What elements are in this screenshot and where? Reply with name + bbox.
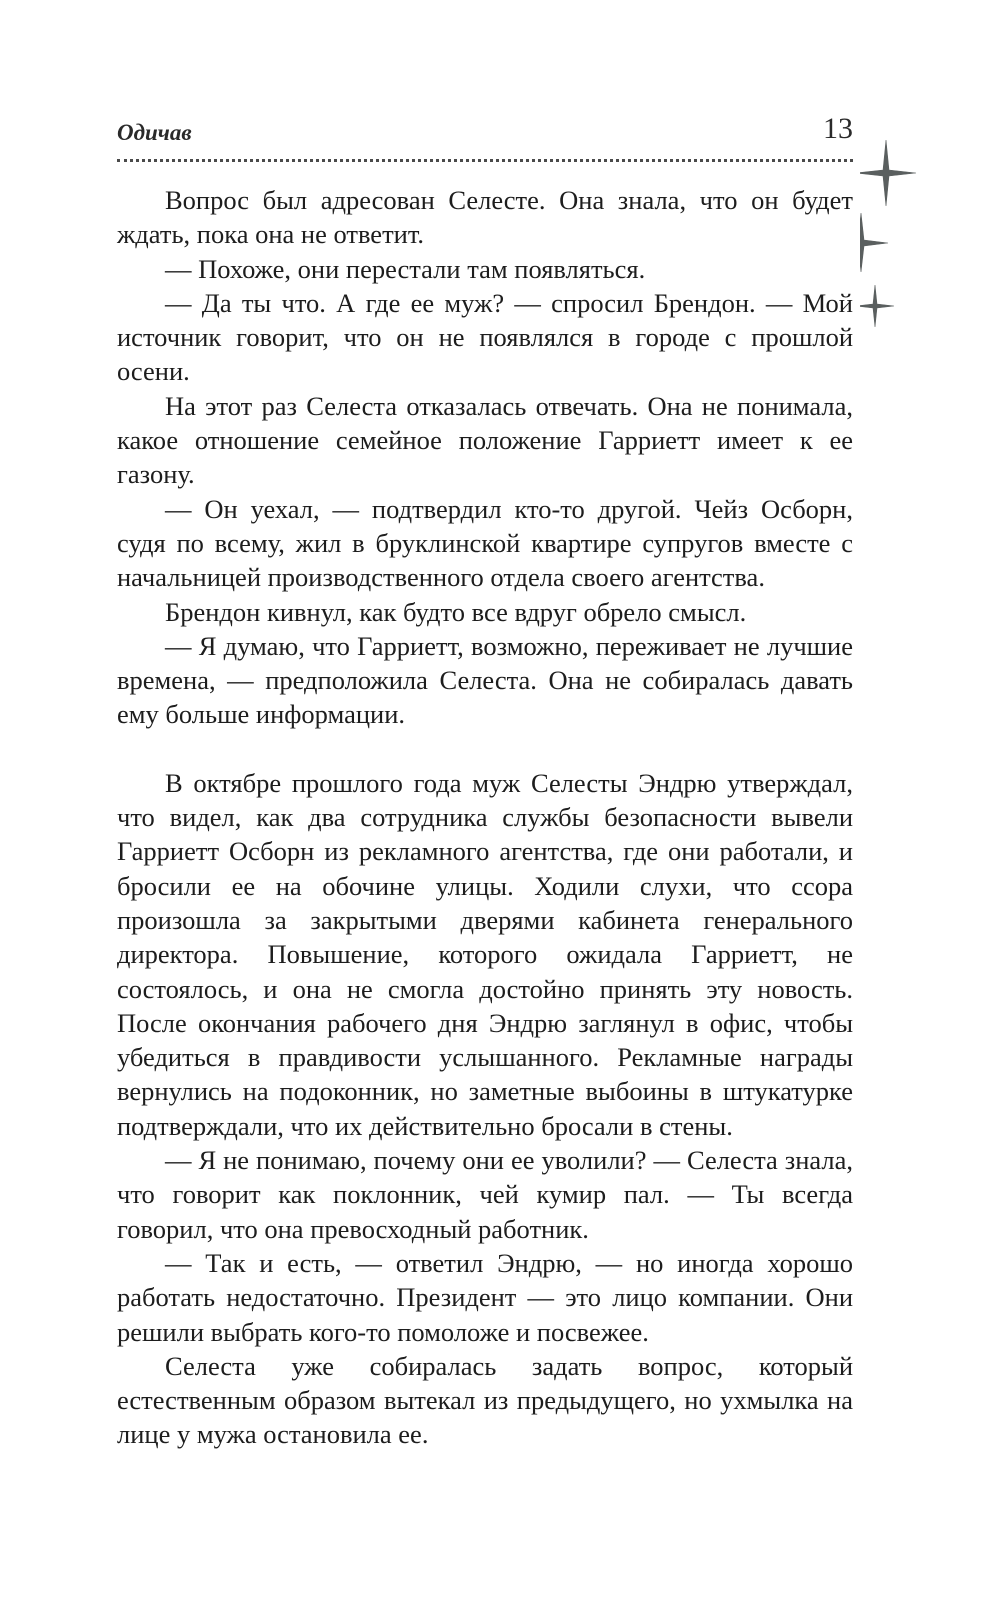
paragraph: Брендон кивнул, как будто все вдруг обрело смысл. [165,596,747,627]
paragraph: — Так и есть, — ответил Эндрю, — но иногда хорошо работать недостаточно. Президент — это лицо компании. Они решили выбрать кого-то помоложе и посвежее. [117,1247,853,1347]
sparkle-star-icon [860,213,888,272]
paragraph: — Да ты что. А где ее муж? — спросил Брендон. — Мой источник говорит, что он не появлялся в городе с прошлой осени. [117,287,853,387]
running-head [117,112,853,160]
page-number: 13 [823,112,853,145]
running-title: Одичав [117,120,192,145]
decorative-stars [860,140,970,360]
paragraph: В октябре прошлого года муж Селесты Эндрю утверждал, что видел, как два сотрудника службы безопасности вывели Гарриетт Осборн из рекламного агентства, где они работали, и бросили ее на обочине улицы. Ходили слухи, что ссора произошла за закрытыми дверями кабинета генерального директора. Повышение, которого ожидала Гарриетт, не состоялось, и она не смогла достойно принять эту новость. После окончания рабочего дня Эндрю заглянул в офис, чтобы убедиться в правдивости услышанного. Рекламные награды вернулись на подоконник, но заметные выбоины в штукатурке подтверждали, что их действительно бросали в стены. [117,767,853,1141]
header-dotted-rule [117,159,853,162]
body-text [117,183,853,1452]
sparkle-star-icon [860,140,916,206]
paragraph: — Похоже, они перестали там появляться. [165,253,646,284]
sparkle-star-icon [860,285,894,327]
paragraph: — Он уехал, — подтвердил кто-то другой. Чейз Осборн, судя по всему, жил в бруклинской квартире супругов вместе с начальницей производственного отдела своего агентства. [117,493,853,593]
paragraph: Селеста уже собиралась задать вопрос, который естественным образом вытекал из предыдущего, но ухмылка на лице у мужа остановила ее. [117,1350,853,1450]
paragraph: — Я не понимаю, почему они ее уволили? — Селеста знала, что говорит как поклонник, чей кумир пал. — Ты всегда говорил, что она превосходный работник. [117,1145,853,1244]
section-break [117,732,853,766]
paragraph: — Я думаю, что Гарриетт, возможно, переживает не лучшие времена, — предположила Селеста. Она не собиралась давать ему больше информации. [117,630,853,730]
paragraph: На этот раз Селеста отказалась отвечать. Она не понимала, какое отношение семейное положение Гарриетт имеет к ее газону. [117,390,853,490]
paragraph: Вопрос был адресован Селесте. Она знала, что он будет ждать, пока она не ответит. [117,185,853,250]
